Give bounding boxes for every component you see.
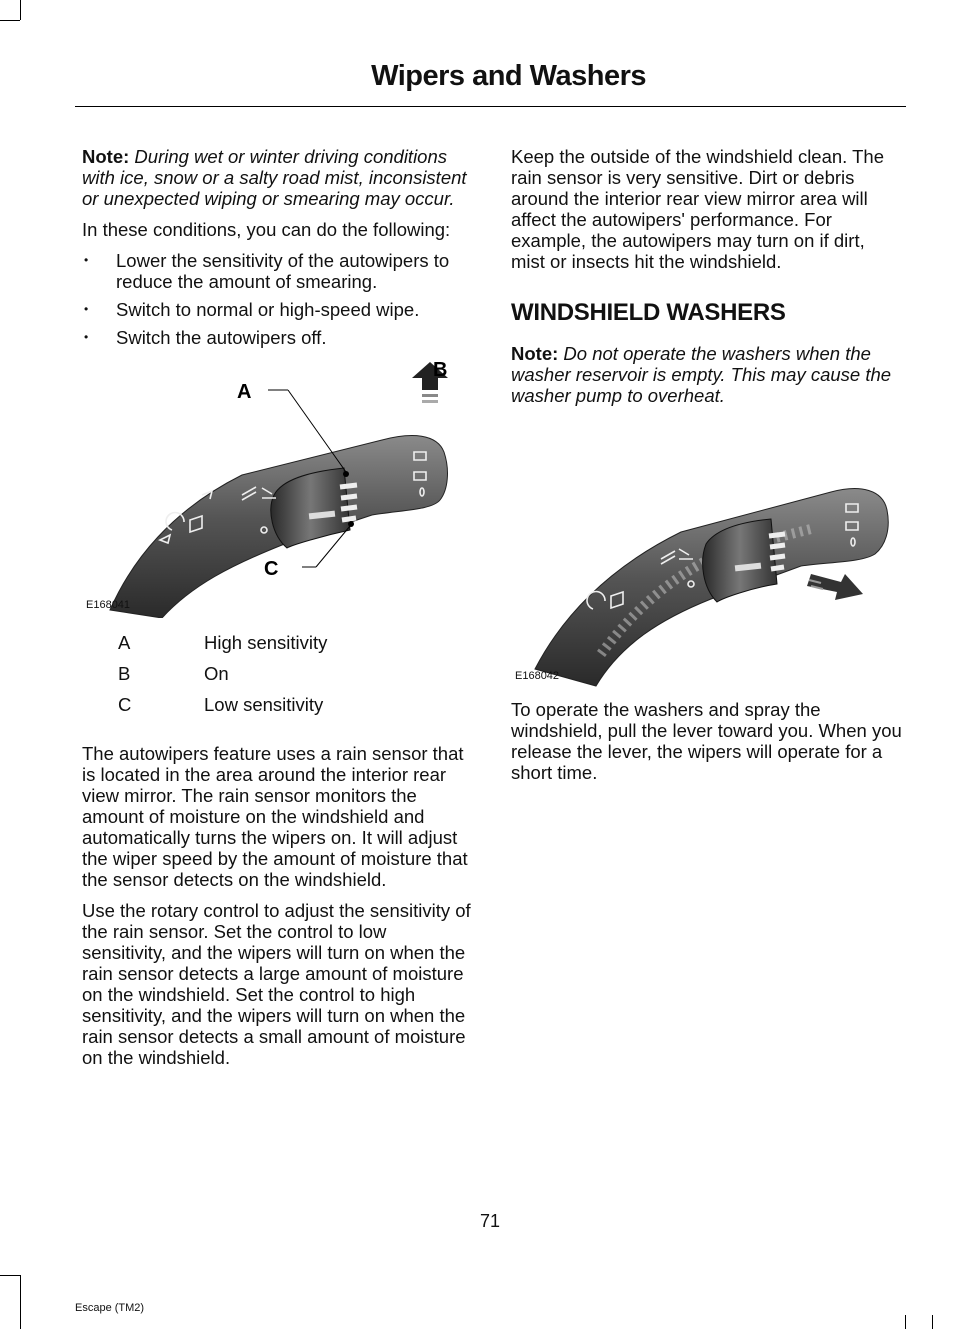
body-paragraph: Keep the outside of the windshield clean. The rain sensor is very sensitive. Dirt or debris around the interior rear view mirror area will affect the autowipers' performance. For example, the autowipers may turn on if dirt, mist or insects hit the windshield. bbox=[511, 146, 884, 272]
legend-text: High sensitivity bbox=[204, 632, 328, 653]
figure-id: E168041 bbox=[86, 599, 131, 611]
right-column bbox=[511, 146, 903, 793]
note bbox=[511, 343, 903, 406]
crop-mark bbox=[905, 1315, 906, 1329]
bullet-item: • Switch the autowipers off. bbox=[82, 327, 474, 348]
crop-mark bbox=[20, 1275, 21, 1329]
legend-row bbox=[82, 694, 327, 725]
wiper-lever-figure bbox=[82, 360, 474, 618]
legend-row bbox=[82, 663, 327, 694]
body-paragraph: To operate the washers and spray the windshield, pull the lever toward you. When you release the lever, the wipers will operate for a short time. bbox=[511, 699, 902, 783]
bullet-item: • Switch to normal or high-speed wipe. bbox=[82, 299, 474, 320]
callout-c: C bbox=[264, 558, 279, 580]
washer-lever-illustration bbox=[511, 424, 903, 689]
figure-id: E168042 bbox=[515, 670, 560, 682]
bullet-item: • Lower the sensitivity of the autowipers to reduce the amount of smearing. bbox=[82, 250, 474, 292]
legend-row bbox=[82, 632, 327, 663]
callout-b: B bbox=[433, 360, 448, 381]
note-text: During wet or winter driving conditions with ice, snow or a salty road mist, inconsistent or unexpected wiping or smearing may occur. bbox=[82, 146, 467, 209]
legend-text: On bbox=[204, 663, 229, 684]
footer-model: Escape (TM2) bbox=[75, 1302, 145, 1314]
legend-letter: C bbox=[118, 694, 132, 715]
page-title: Wipers and Washers bbox=[371, 60, 646, 92]
body-paragraph: Use the rotary control to adjust the sensitivity of the rain sensor. Set the control to low sensitivity, and the wipers will turn on when the rain sensor detects a large amount of moisture on the windshield. Set the control to high sensitivity, and the wipers will turn on when the rain sensor detects a small amount of moisture on the windshield. bbox=[82, 900, 471, 1068]
crop-mark bbox=[0, 20, 20, 21]
crop-mark bbox=[932, 1315, 933, 1329]
intro-paragraph: In these conditions, you can do the following: bbox=[82, 219, 451, 240]
left-column bbox=[82, 146, 474, 1078]
title-rule bbox=[75, 106, 906, 107]
callout-a: A bbox=[237, 381, 252, 403]
note-text: Do not operate the washers when the washer reservoir is empty. This may cause the washer pump to overheat. bbox=[511, 343, 892, 406]
note bbox=[82, 146, 474, 209]
note-label: Note: bbox=[82, 146, 130, 167]
washer-lever-figure bbox=[511, 424, 903, 689]
wiper-lever-illustration bbox=[82, 360, 474, 618]
crop-mark bbox=[0, 1275, 20, 1276]
legend-table bbox=[82, 632, 327, 725]
crop-mark bbox=[20, 0, 21, 20]
note-label: Note: bbox=[511, 343, 559, 364]
legend-text: Low sensitivity bbox=[204, 694, 324, 715]
body-paragraph: The autowipers feature uses a rain sensor that is located in the area around the interior rear view mirror. The rain sensor monitors the amount of moisture on the windshield and automatically turns the wipers on. It will adjust the wiper speed by the amount of moisture that the sensor detects on the windshield. bbox=[82, 743, 468, 890]
legend-letter: A bbox=[118, 632, 131, 653]
section-heading: WINDSHIELD WASHERS bbox=[511, 299, 786, 326]
bullet-list bbox=[82, 250, 474, 348]
page-number: 71 bbox=[479, 1211, 501, 1231]
legend-letter: B bbox=[118, 663, 131, 684]
